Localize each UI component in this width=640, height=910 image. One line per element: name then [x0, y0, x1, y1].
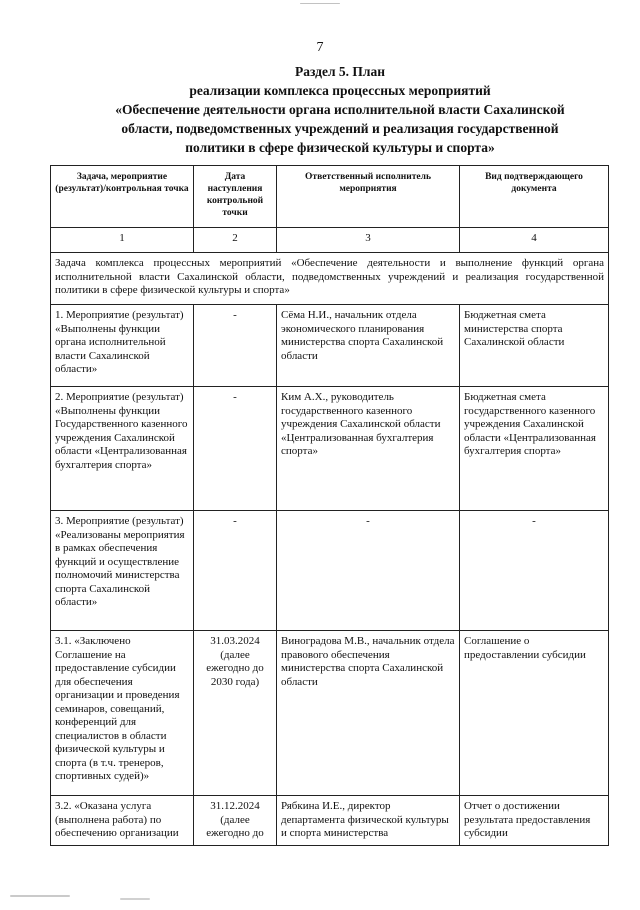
executor-cell: Сёма Н.И., начальник отдела экономического планирования министерства спорта Сахалинской области	[277, 305, 460, 387]
item-cell: 2. Мероприятие (результат) «Выполнены функции Государственного казенного учреждения Сахалинской области «Централизованная бухгалтерия спорта»	[51, 387, 194, 511]
page-number: 7	[316, 40, 324, 55]
column-number: 4	[460, 228, 609, 253]
heading-line: Раздел 5. План	[294, 64, 386, 79]
task-description: Задача комплекса процессных мероприятий «Обеспечение деятельности и выполнение функций органа исполнительной власти Сахалинской области, подведомственных учреждений и реализация государственной политики в сфере физической культуры и спорта»	[51, 253, 609, 305]
item-cell: 1. Мероприятие (результат) «Выполнены функции органа исполнительной власти Сахалинской области»	[51, 305, 194, 387]
header-date: Дата наступления контрольной точки	[194, 166, 277, 228]
document-cell: Бюджетная смета министерства спорта Сахалинской области	[460, 305, 609, 387]
heading-line: области, подведомственных учреждений и реализация государственной	[121, 121, 559, 136]
executor-cell: Рябкина И.Е., директор департамента физической культуры и спорта министерства	[277, 796, 460, 846]
table-header-row	[51, 166, 609, 228]
table-row	[51, 796, 609, 846]
heading-line: политики в сфере физической культуры и спорта»	[185, 140, 495, 155]
document-cell: Отчет о достижении результата предоставления субсидии	[460, 796, 609, 846]
document-cell: Бюджетная смета государственного казенного учреждения Сахалинской области «Централизованная бухгалтерия спорта»	[460, 387, 609, 511]
executor-cell: Виноградова М.В., начальник отдела правового обеспечения министерства спорта Сахалинской области	[277, 631, 460, 796]
table-row	[51, 631, 609, 796]
document-cell: Соглашение о предоставлении субсидии	[460, 631, 609, 796]
scan-speck	[120, 898, 150, 900]
item-cell: 3. Мероприятие (результат) «Реализованы мероприятия в рамках обеспечения функций и осуществление полномочий министерства спорта Сахалинской области»	[51, 511, 194, 631]
task-row	[51, 253, 609, 305]
table-row	[51, 305, 609, 387]
column-number: 2	[194, 228, 277, 253]
date-cell: 31.03.2024 (далее ежегодно до 2030 года)	[194, 631, 277, 796]
date-cell: 31.12.2024 (далее ежегодно до	[194, 796, 277, 846]
item-cell: 3.1. «Заключено Соглашение на предоставление субсидии для обеспечения организации и проведения семинаров, совещаний, конференций для специалистов в области физической культуры и спорта (в т.ч. тренеров, спортивных судей)»	[51, 631, 194, 796]
document-cell: -	[460, 511, 609, 631]
table-row	[51, 511, 609, 631]
date-cell: -	[194, 511, 277, 631]
executor-cell: -	[277, 511, 460, 631]
scan-speck	[10, 895, 70, 897]
column-number: 3	[277, 228, 460, 253]
header-document: Вид подтверждающего документа	[460, 166, 609, 228]
column-number: 1	[51, 228, 194, 253]
header-executor: Ответственный исполнитель мероприятия	[277, 166, 460, 228]
date-cell: -	[194, 387, 277, 511]
date-cell: -	[194, 305, 277, 387]
executor-cell: Ким А.Х., руководитель государственного казенного учреждения Сахалинской области «Централизованная бухгалтерия спорта»	[277, 387, 460, 511]
item-cell: 3.2. «Оказана услуга (выполнена работа) по обеспечению организации	[51, 796, 194, 846]
heading-line: реализации комплекса процессных мероприятий	[189, 83, 491, 98]
table-row	[51, 387, 609, 511]
heading-line: «Обеспечение деятельности органа исполнительной власти Сахалинской	[115, 102, 565, 117]
section-heading	[60, 62, 620, 157]
plan-table	[50, 165, 609, 846]
column-number-row	[51, 228, 609, 253]
scan-speck	[300, 3, 340, 4]
header-task: Задача, мероприятие (результат)/контрольная точка	[51, 166, 194, 228]
